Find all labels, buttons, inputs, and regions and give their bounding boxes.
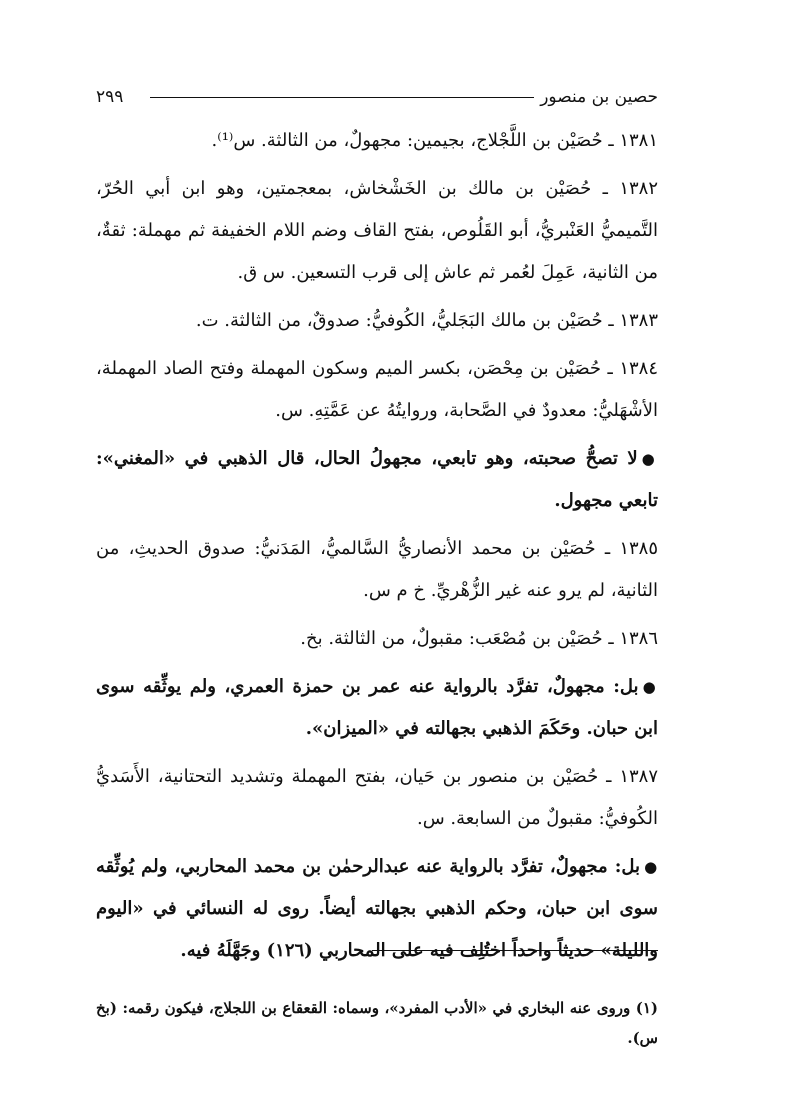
comment-text: بل: مجهولٌ، تفرَّد بالرواية عنه عبدالرحمٰن بن محمد المحاربي، ولم يُوثِّقه سوى ابن حبان، وحكم الذهبي بجهالته أيضاً. روى له النسائي في «اليوم والليلة» حديثاً واحداً اختُلِف فيه على المحاربي (١٢٦) وجَهَّلَهُ فيه. <box>96 856 658 961</box>
page-header <box>96 82 658 112</box>
comment-1384 <box>96 438 658 522</box>
bullet-icon: ● <box>644 858 659 876</box>
page-number: ٢٩٩ <box>96 87 124 107</box>
footnote-rule <box>372 950 658 951</box>
bullet-icon: ● <box>642 678 658 696</box>
entry-1383: ١٣٨٣ ـ حُصَيْن بن مالك البَجَليُّ، الكُوفيُّ: صدوقٌ، من الثالثة. ت. <box>195 310 658 331</box>
entry-1381: ١٣٨١ ـ حُصَيْن بن اللَّجْلاج، بجيمين: مجهولٌ، من الثالثة. س⁽¹⁾. <box>211 130 658 151</box>
entry-1384: ١٣٨٤ ـ حُصَيْن بن مِحْصَن، بكسر الميم وسكون المهملة وفتح الصاد المهملة، الأشْهَليُّ: معدودٌ في الصَّحابة، وروايتُهُ عن عَمَّتِهِ. س. <box>96 358 658 421</box>
entry-1382: ١٣٨٢ ـ حُصَيْن بن مالك بن الخَشْخاش، بمعجمتين، وهو ابن أبي الحُرّ، التَّميميُّ العَنْبريُّ، أبو القَلُوص، بفتح القاف وضم اللام الخفيفة ثم مهملة: ثقةٌ، من الثانية، عَمِلَ لعُمر ثم عاش إلى قرب التسعين. س ق. <box>96 178 658 283</box>
header-rule <box>150 97 534 98</box>
running-title: حصين بن منصور <box>540 87 658 107</box>
comment-1387 <box>96 846 658 972</box>
bullet-icon: ● <box>641 450 658 468</box>
entry-1387: ١٣٨٧ ـ حُصَيْن بن منصور بن حَيان، بفتح المهملة وتشديد التحتانية، الأَسَديُّ الكُوفيُّ: مقبولٌ من السابعة. س. <box>96 766 658 829</box>
comment-1386 <box>96 666 658 750</box>
page-body <box>96 120 658 978</box>
footnote: (١) وروى عنه البخاري في «الأدب المفرد»، وسماه: القعقاع بن اللجلاج، فيكون رقمه: (بخ س). <box>96 999 658 1047</box>
entry-1385: ١٣٨٥ ـ حُصَيْن بن محمد الأنصاريُّ السَّالميُّ، المَدَنيُّ: صدوق الحديثِ، من الثانية، لم يرو عنه غير الزُّهْريِّ. خ م س. <box>96 538 658 601</box>
entry-1386: ١٣٨٦ ـ حُصَيْن بن مُصْعَب: مقبولٌ، من الثالثة. بخ. <box>300 628 658 649</box>
comment-text: بل: مجهولٌ، تفرَّد بالرواية عنه عمر بن حمزة العمري، ولم يوثِّقه سوى ابن حبان. وحَكَمَ الذهبي بجهالته في «الميزان». <box>96 676 658 739</box>
comment-text: لا تصحُّ صحبته، وهو تابعي، مجهولُ الحال، قال الذهبي في «المغني»: تابعي مجهول. <box>96 448 658 511</box>
